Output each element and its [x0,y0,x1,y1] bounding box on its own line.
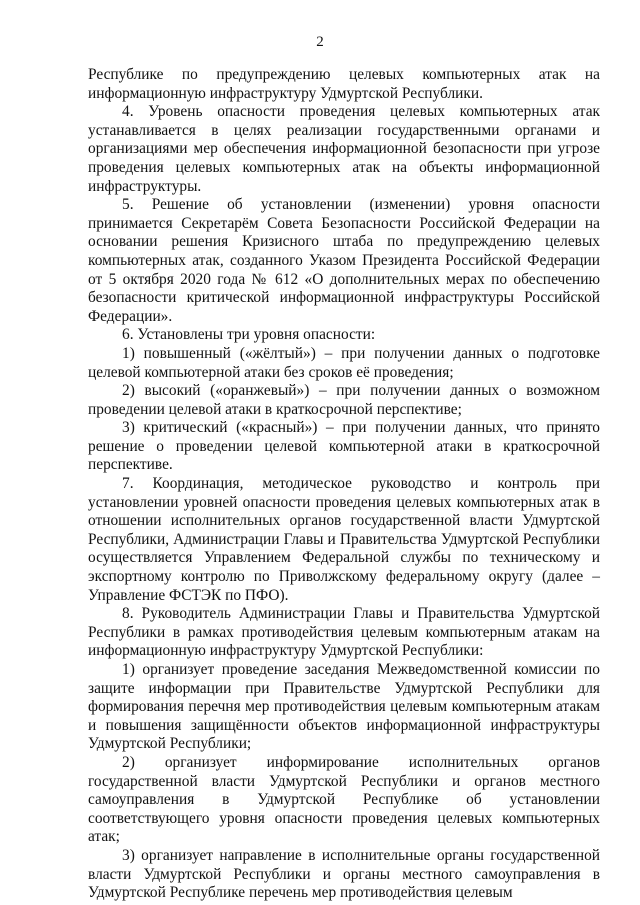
level-item-yellow: 1) повышенный («жёлтый») – при получении данных о подготовке целевой компьютерной атаки без сроков её проведения; [88,344,600,381]
duty-item-2: 2) организует информирование исполнительных органов государственной власти Удмуртской Республики и органов местного самоуправления в Удмуртской Республике об установлении соответствующего уровня опасности проведения целевых компьютерных атак; [88,753,600,846]
level-item-orange: 2) высокий («оранжевый») – при получении данных о возможном проведении целевой атаки в краткосрочной перспективе; [88,382,600,418]
paragraph-continuation: Республике по предупреждению целевых компьютерных атак на информационную инфраструктуру Удмуртской Республики. [88,66,600,102]
paragraph-7-coordination: 7. Координация, методическое руководство и контроль при установлении уровней опасности проведения целевых компьютерных атак в отношении исполнительных органов государственной власти Удмуртской Республики, Администрации Главы и Правительства Удмуртской Республики осуществляется Управлением Федеральной службы по техническому и экспортному контролю по Приволжскому федеральному округу (далее – Управление ФСТЭК по ПФО). [88,475,600,604]
paragraph-5-decision: 5. Решение об установлении (изменении) уровня опасности принимается Секретарём Совета Безопасности Российской Федерации на основании решения Кризисного штаба по предупреждению целевых компьютерных атак, созданного Указом Президента Российской Федерации от 5 октября 2020 года № 612 «О дополнительных мерах по обеспечению безопасности критической информационной инфраструктуры Российской Федерации». [88,196,600,325]
duty-item-3: 3) организует направление в исполнительные органы государственной власти Удмуртской Республики и органы местного самоуправления в Удмуртской Республике перечень мер противодействия целевым [88,846,600,902]
document-body [88,66,600,903]
level-item-red: 3) критический («красный») – при получении данных, что принято решение о проведении целевой компьютерной атаки в краткосрочной перспективе. [88,419,600,474]
paragraph-6-levels: 6. Установлены три уровня опасности: [122,326,376,344]
page-number: 2 [316,34,324,50]
duty-item-1: 1) организует проведение заседания Межведомственной комиссии по защите информации при Правительстве Удмуртской Республики для формирования перечня мер противодействия целевым компьютерным атакам и повышения защищённости объектов информационной инфраструктуры Удмуртской Республики; [88,661,600,753]
paragraph-8-head: 8. Руководитель Администрации Главы и Правительства Удмуртской Республики в рамках противодействия целевым компьютерным атакам на информационную инфраструктуру Удмуртской Республики: [88,605,600,660]
paragraph-4-danger-level: 4. Уровень опасности проведения целевых компьютерных атак устанавливается в целях реализации государственными органами и организациями мер обеспечения информационной безопасности при угрозе проведения целевых компьютерных атак на объекты информационной инфраструктуры. [88,103,600,195]
